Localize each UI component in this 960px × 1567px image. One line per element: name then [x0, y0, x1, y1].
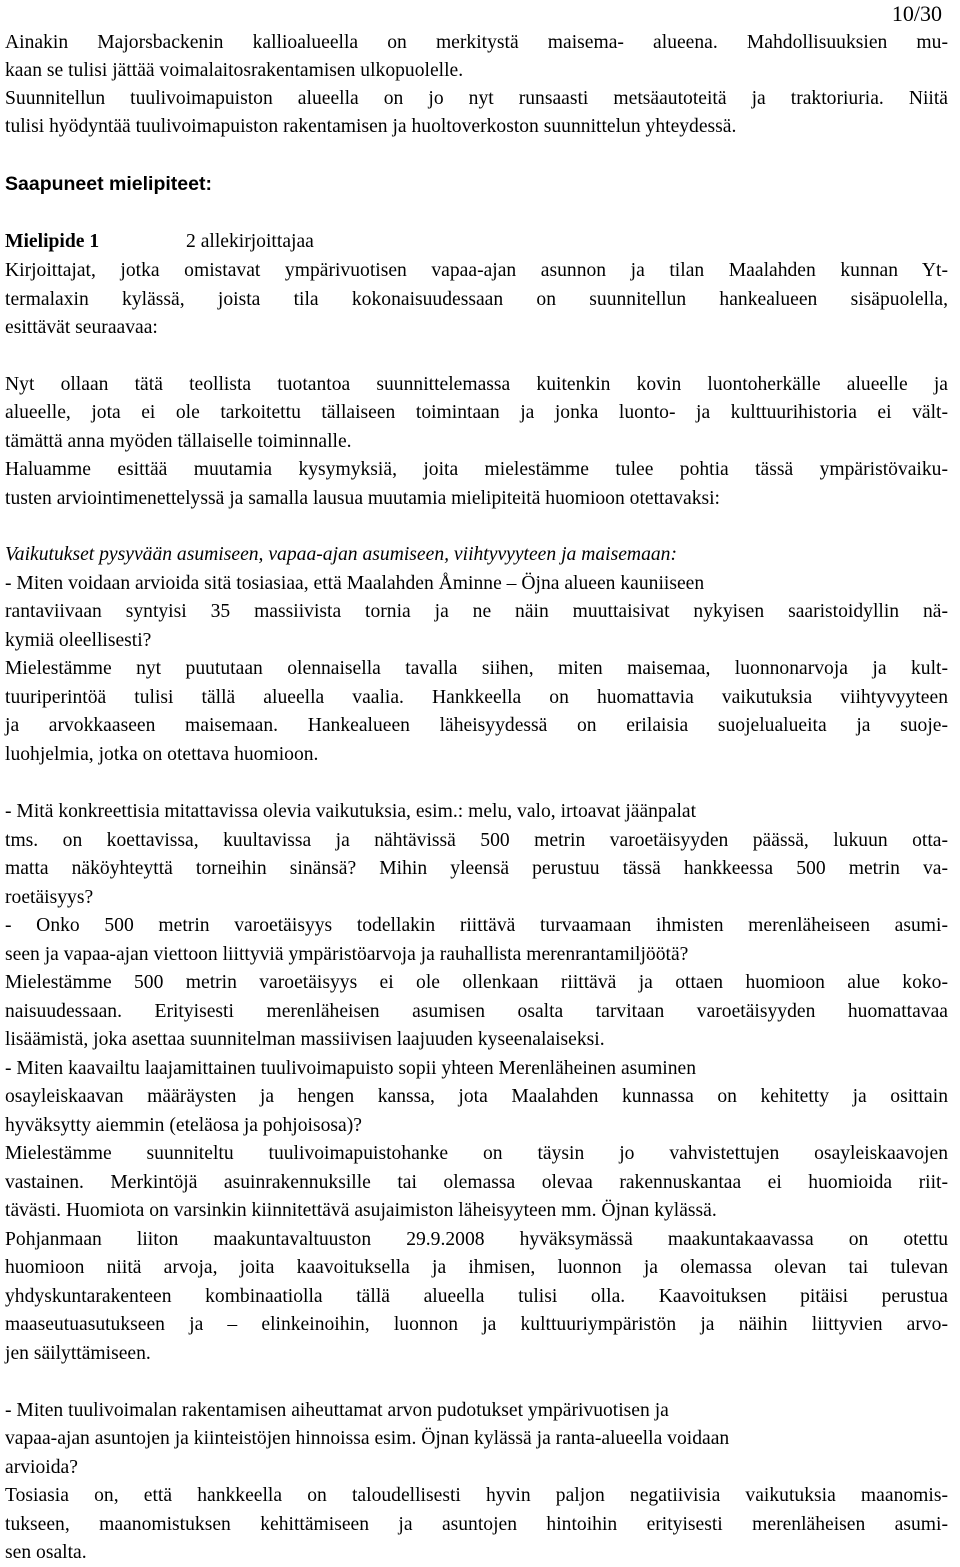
body-line: lisäämistä, joka asettaa suunnitelman massiivisen laajuuden kyseenalaiseksi. — [5, 1029, 605, 1050]
body-line: Mielestämme 500 metrin varoetäisyys ei ole ollenkaan riittävä ja ottaen huomioon alue koko- — [5, 972, 948, 993]
body-line: yhdyskuntarakenteen kombinaatiolla tällä alueella tulisi olla. Kaavoituksen pitäisi perustua — [5, 1286, 948, 1307]
opinion-signers: 2 allekirjoittajaa — [186, 231, 314, 252]
body-line: kymiä oleellisesti? — [5, 630, 152, 651]
body-line: Mielestämme suunniteltu tuulivoimapuistohanke on täysin jo vahvistettujen osayleiskaavojen — [5, 1143, 948, 1164]
body-line: hyväksytty aiemmin (eteläosa ja pohjoisosa)? — [5, 1115, 362, 1136]
body-line: termalaxin kylässä, joista tila kokonaisuudessaan on suunnitellun hankealueen sisäpuolella, — [5, 289, 948, 310]
body-line: Kirjoittajat, jotka omistavat ympärivuotisen vapaa-ajan asunnon ja tilan Maalahden kunnan Yt- — [5, 260, 948, 281]
body-line: - Miten kaavailtu laajamittainen tuulivoimapuisto sopii yhteen Merenläheinen asuminen — [5, 1058, 697, 1079]
body-line: luohjelmia, jotka on otettava huomioon. — [5, 744, 319, 765]
body-line: huomioon niitä arvoja, joita kaavoituksella ja ihmisen, luonnon ja olemassa olevan tai tulevan — [5, 1257, 948, 1278]
body-line: tävästi. Huomiota on varsinkin kiinnitettävä asujaimiston läheisyyteen mm. Öjnan kylässä. — [5, 1200, 717, 1221]
body-line: tuuriperintöä tulisi tällä alueella vaalia. Hankkeella on huomattavia vaikutuksia viihtyvyyteen — [5, 687, 948, 708]
body-line: alueelle, jota ei ole tarkoitettu tällaiseen toimintaan ja jonka luonto- ja kulttuurihistoria ei vält- — [5, 402, 948, 423]
body-line: sen osalta. — [5, 1542, 87, 1563]
body-line: Pohjanmaan liiton maakuntavaltuuston 29.9.2008 hyväksymässä maakuntakaavassa on otettu — [5, 1229, 948, 1250]
body-line: rantaviivaan syntyisi 35 massiivista tornia ja ne näin muuttaisivat nykyisen saaristoidyllin nä- — [5, 601, 948, 622]
body-line: Mielestämme nyt puututaan olennaisella tavalla siihen, miten maisemaa, luonnonarvoja ja kult- — [5, 658, 948, 679]
section-heading: Saapuneet mielipiteet: — [5, 173, 212, 195]
opinion-header — [5, 227, 314, 256]
body-line: - Miten tuulivoimalan rakentamisen aiheuttamat arvon pudotukset ympärivuotisen ja — [5, 1400, 669, 1421]
body-line: tukseen, maanomistuksen kehittämiseen ja asuntojen hintoihin erityisesti merenläheisen asumi- — [5, 1514, 948, 1535]
opinion-label: Mielipide 1 — [5, 231, 100, 252]
body-line: arvioida? — [5, 1457, 78, 1478]
intro-line: Suunnitellun tuulivoimapuiston alueella on jo nyt runsaasti metsäautoteitä ja traktoriuria. Niitä — [5, 88, 948, 109]
body-line: matta näköyhteyttä torneihin sinänsä? Mihin yleensä perustuu tässä hankkeessa 500 metrin va- — [5, 858, 948, 879]
body-line: tms. on koettavissa, kuultavissa ja nähtävissä 500 metrin varoetäisyyden päässä, lukuun otta- — [5, 830, 948, 851]
body-line: Nyt ollaan tätä teollista tuotantoa suunnittelemassa kuitenkin kovin luontoherkälle alueelle ja — [5, 374, 948, 395]
body-line: - Mitä konkreettisia mitattavissa olevia vaikutuksia, esim.: melu, valo, irtoavat jäänpalat — [5, 801, 697, 822]
body-line: naisuudessaan. Erityisesti merenläheisen asumisen osalta tarvitaan varoetäisyyden huomattavaa — [5, 1001, 948, 1022]
body-line: jen säilyttämiseen. — [5, 1343, 151, 1364]
subheading-italic: Vaikutukset pysyvään asumiseen, vapaa-ajan asumiseen, viihtyvyyteen ja maisemaan: — [5, 544, 677, 565]
body-line: seen ja vapaa-ajan viettoon liittyviä ympäristöarvoja ja rauhallista merenrantamiljöötä? — [5, 944, 689, 965]
body-line: vastainen. Merkintöjä asuinrakennuksille tai olemassa olevaa rakennuskantaa ei huomioida riit- — [5, 1172, 948, 1193]
body-line: esittävät seuraavaa: — [5, 317, 158, 338]
body-line: - Onko 500 metrin varoetäisyys todellakin riittävä turvaamaan ihmisten merenläheiseen asumi- — [5, 915, 948, 936]
intro-line: Ainakin Majorsbackenin kallioalueella on merkitystä maisema- alueena. Mahdollisuuksien mu- — [5, 32, 948, 53]
intro-line: tulisi hyödyntää tuulivoimapuiston rakentamisen ja huoltoverkoston suunnittelun yhteydessä. — [5, 116, 737, 137]
body-line: tusten arviointimenettelyssä ja samalla lausua muutamia mielipiteitä huomioon otettavaksi: — [5, 488, 720, 509]
page-number: 10/30 — [891, 1, 942, 26]
body-line: Tosiasia on, että hankkeella on taloudellisesti hyvin paljon negatiivisia vaikutuksia maanomis- — [5, 1485, 948, 1506]
body-line: osayleiskaavan määräysten ja hengen kanssa, jota Maalahden kunnassa on kehitetty ja osittain — [5, 1086, 948, 1107]
body-line: ja arvokkaaseen maisemaan. Hankealueen läheisyydessä on erilaisia suojelualueita ja suoje- — [5, 715, 948, 736]
body-line: maaseutuasutukseen ja – elinkeinoihin, luonnon ja kulttuuriympäristön ja näihin liittyvien arvo- — [5, 1314, 948, 1335]
body-line: - Miten voidaan arvioida sitä tosiasiaa, että Maalahden Åminne – Öjna alueen kauniiseen — [5, 573, 705, 594]
body-line: roetäisyys? — [5, 887, 94, 908]
intro-line: kaan se tulisi jättää voimalaitosrakentamisen ulkopuolelle. — [5, 60, 464, 81]
body-line: Haluamme esittää muutamia kysymyksiä, joita mielestämme tulee pohtia tässä ympäristövaiku- — [5, 459, 948, 480]
body-line: vapaa-ajan asuntojen ja kiinteistöjen hinnoissa esim. Öjnan kylässä ja ranta-alueella voidaan — [5, 1428, 730, 1449]
body-line: tämättä anna myöden tällaiselle toiminnalle. — [5, 431, 352, 452]
